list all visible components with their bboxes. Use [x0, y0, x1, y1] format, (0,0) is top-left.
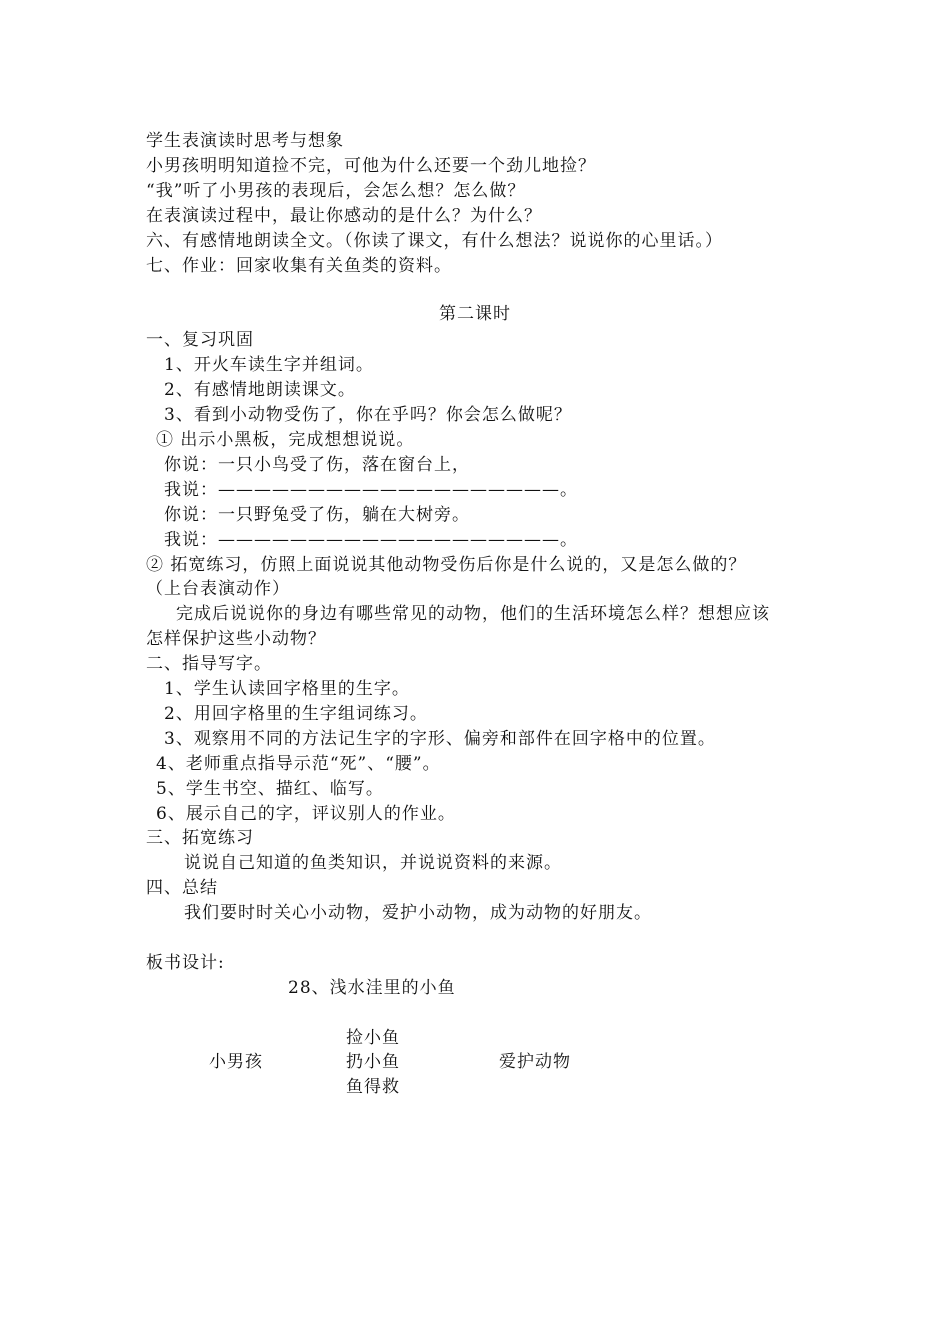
paragraph-line: 怎样保护这些小动物？: [146, 629, 326, 649]
board-middle-item: 捡小鱼: [346, 1028, 400, 1048]
list-item: 4、老师重点指导示范“死”、“腰”。: [156, 754, 441, 774]
dialogue-line: 我说：———————————————————。: [164, 480, 578, 500]
text-line: 小男孩明明知道捡不完，可他为什么还要一个劲儿地捡？: [146, 156, 596, 176]
list-item: 3、看到小动物受伤了，你在乎吗？你会怎么做呢？: [164, 405, 572, 425]
lesson-title: 第二课时: [439, 304, 511, 324]
board-label: 板书设计:: [146, 953, 225, 973]
list-item: 3、观察用不同的方法记生字的字形、偏旁和部件在回字格中的位置。: [164, 729, 716, 749]
dialogue-line: 你说：一只小鸟受了伤，落在窗台上，: [164, 455, 470, 475]
section-heading: 一、复习巩固: [146, 330, 254, 350]
sub-item-continuation: （上台表演动作）: [146, 579, 290, 599]
list-item: 6、展示自己的字，评议别人的作业。: [156, 804, 456, 824]
sub-item: ① 出示小黑板，完成想想说说。: [156, 430, 415, 450]
text-line: 学生表演读时思考与想象: [146, 131, 344, 151]
section-heading: 二、指导写字。: [146, 654, 272, 674]
board-right-item: 爱护动物: [499, 1052, 571, 1072]
text-line: “我”听了小男孩的表现后，会怎么想？怎么做？: [146, 181, 526, 201]
section-heading: 四、总结: [146, 878, 218, 898]
list-item: 5、学生书空、描红、临写。: [156, 779, 384, 799]
text-line: 六、有感情地朗读全文。（你读了课文，有什么想法？说说你的心里话。）: [146, 231, 723, 251]
board-middle-item: 鱼得救: [346, 1077, 400, 1097]
board-title: 28、浅水洼里的小鱼: [288, 978, 456, 998]
text-line: 七、作业：回家收集有关鱼类的资料。: [146, 256, 452, 276]
sub-item: ② 拓宽练习，仿照上面说说其他动物受伤后你是什么说的，又是怎么做的？: [146, 555, 747, 575]
section-heading: 三、拓宽练习: [146, 828, 254, 848]
list-item: 2、用回字格里的生字组词练习。: [164, 704, 428, 724]
list-item: 1、开火车读生字并组词。: [164, 355, 374, 375]
dialogue-line: 我说：———————————————————。: [164, 530, 578, 550]
list-item: 1、学生认读回字格里的生字。: [164, 679, 410, 699]
board-middle-item: 扔小鱼: [346, 1052, 400, 1072]
paragraph-line: 我们要时时关心小动物，爱护小动物，成为动物的好朋友。: [184, 903, 652, 923]
paragraph-line: 说说自己知道的鱼类知识，并说说资料的来源。: [184, 853, 562, 873]
board-left-item: 小男孩: [209, 1052, 263, 1072]
dialogue-line: 你说：一只野兔受了伤，躺在大树旁。: [164, 505, 470, 525]
paragraph-line: 完成后说说你的身边有哪些常见的动物，他们的生活环境怎么样？想想应该: [176, 604, 770, 624]
text-line: 在表演读过程中，最让你感动的是什么？为什么？: [146, 206, 542, 226]
list-item: 2、有感情地朗读课文。: [164, 380, 356, 400]
